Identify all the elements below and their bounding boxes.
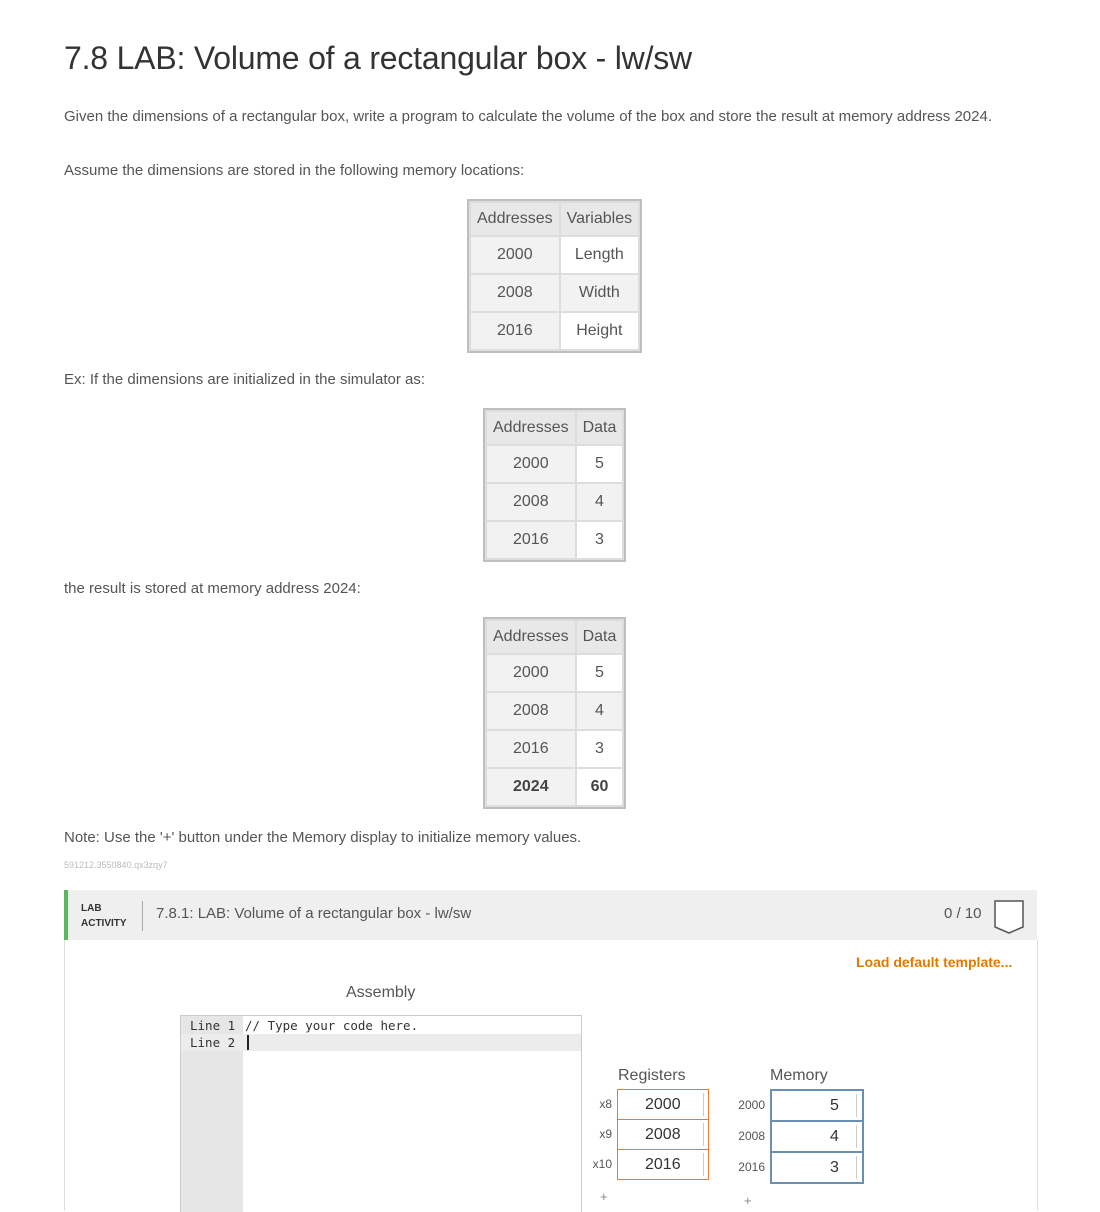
register-name: x10 <box>592 1157 612 1171</box>
table-cell: 4 <box>576 483 624 521</box>
code-line[interactable] <box>181 1017 581 1034</box>
register-name: x9 <box>599 1127 612 1141</box>
table-cell: 2024 <box>486 768 576 806</box>
lab-score: 0 / 10 <box>944 905 982 922</box>
load-default-template-link[interactable]: Load default template... <box>856 954 1013 970</box>
table-row <box>486 730 623 768</box>
table-cell: 5 <box>576 445 624 483</box>
memory-value[interactable]: 3 <box>830 1159 839 1176</box>
table-cell: 3 <box>576 730 624 768</box>
table-row <box>486 483 623 521</box>
result-table <box>485 619 624 807</box>
memory-2008-field[interactable] <box>770 1120 864 1153</box>
table-header: Data <box>576 620 624 654</box>
table-row <box>470 274 639 312</box>
example-text: Ex: If the dimensions are initialized in the simulator as: <box>64 371 426 388</box>
table-header: Addresses <box>486 620 576 654</box>
memory-value[interactable]: 5 <box>830 1097 839 1114</box>
table-cell: Height <box>560 312 640 350</box>
page-title: 7.8 LAB: Volume of a rectangular box - lw/sw <box>64 40 692 76</box>
table-row <box>486 768 623 806</box>
table-row <box>486 445 623 483</box>
table-cell: 2016 <box>470 312 560 350</box>
completion-badge-icon <box>994 900 1024 934</box>
register-x10-field[interactable] <box>617 1149 709 1180</box>
result-text: the result is stored at memory address 2024: <box>64 580 361 597</box>
table-cell: 2016 <box>486 521 576 559</box>
table-header: Data <box>576 411 624 445</box>
memory-address: 2016 <box>738 1160 765 1174</box>
memory-value[interactable]: 4 <box>830 1128 839 1145</box>
table-cell: 2000 <box>470 236 560 274</box>
table-row <box>470 312 639 350</box>
lab-header <box>64 890 1037 940</box>
table-row <box>486 521 623 559</box>
memory-2016-field[interactable] <box>770 1151 864 1184</box>
table-cell: 2008 <box>486 483 576 521</box>
table-header: Addresses <box>470 202 560 236</box>
add-memory-button[interactable]: + <box>744 1193 752 1208</box>
init-table <box>485 410 624 560</box>
table-header: Addresses <box>486 411 576 445</box>
table-cell: 5 <box>576 654 624 692</box>
lab-activity-tag <box>81 901 127 931</box>
table-row <box>486 654 623 692</box>
memory-2000-field[interactable] <box>770 1089 864 1122</box>
register-value[interactable]: 2000 <box>621 1093 704 1116</box>
code-line[interactable] <box>181 1034 581 1051</box>
table-row <box>486 692 623 730</box>
table-cell: 2016 <box>486 730 576 768</box>
register-name: x8 <box>599 1097 612 1111</box>
line-number: Line 1 <box>190 1018 236 1033</box>
register-value[interactable]: 2008 <box>621 1123 704 1146</box>
table-header: Variables <box>560 202 640 236</box>
memory-address: 2000 <box>738 1098 765 1112</box>
line-number: Line 2 <box>190 1035 236 1050</box>
registers-title: Registers <box>618 1067 686 1084</box>
table-cell: 60 <box>576 768 624 806</box>
table-cell: Length <box>560 236 640 274</box>
divider <box>142 901 143 931</box>
intro-text: Given the dimensions of a rectangular box, write a program to calculate the volume of the box and store the result at memory address 2024. <box>64 108 992 125</box>
table-row <box>470 236 639 274</box>
table-cell: 2008 <box>470 274 560 312</box>
memory-title: Memory <box>770 1067 828 1084</box>
lab-accent-bar <box>64 890 68 940</box>
table-cell: 4 <box>576 692 624 730</box>
table-cell: 2008 <box>486 692 576 730</box>
lab-tag-line2: ACTIVITY <box>81 918 127 929</box>
memory-value-cell[interactable] <box>776 1156 857 1179</box>
editor-label: Assembly <box>346 984 416 1001</box>
assume-text: Assume the dimensions are stored in the following memory locations: <box>64 162 525 179</box>
text-cursor <box>247 1035 249 1050</box>
register-x9-field[interactable] <box>617 1119 709 1150</box>
code-text[interactable]: // Type your code here. <box>245 1018 419 1033</box>
memory-value-cell[interactable] <box>776 1125 857 1148</box>
lab-title: 7.8.1: LAB: Volume of a rectangular box - lw/sw <box>156 905 472 922</box>
add-register-button[interactable]: + <box>600 1189 608 1204</box>
content-id: 591212.3550840.qx3zqy7 <box>64 860 168 870</box>
code-editor[interactable] <box>180 1015 582 1212</box>
lab-tag-line1: LAB <box>81 903 102 914</box>
table-cell: 2000 <box>486 445 576 483</box>
table-cell: 3 <box>576 521 624 559</box>
table-cell: Width <box>560 274 640 312</box>
table-cell: 2000 <box>486 654 576 692</box>
memory-value-cell[interactable] <box>776 1094 857 1117</box>
register-value[interactable]: 2016 <box>621 1153 704 1176</box>
note-text: Note: Use the '+' button under the Memory display to initialize memory values. <box>64 829 582 846</box>
variables-table <box>469 201 640 351</box>
register-x8-field[interactable] <box>617 1089 709 1120</box>
memory-address: 2008 <box>738 1129 765 1143</box>
